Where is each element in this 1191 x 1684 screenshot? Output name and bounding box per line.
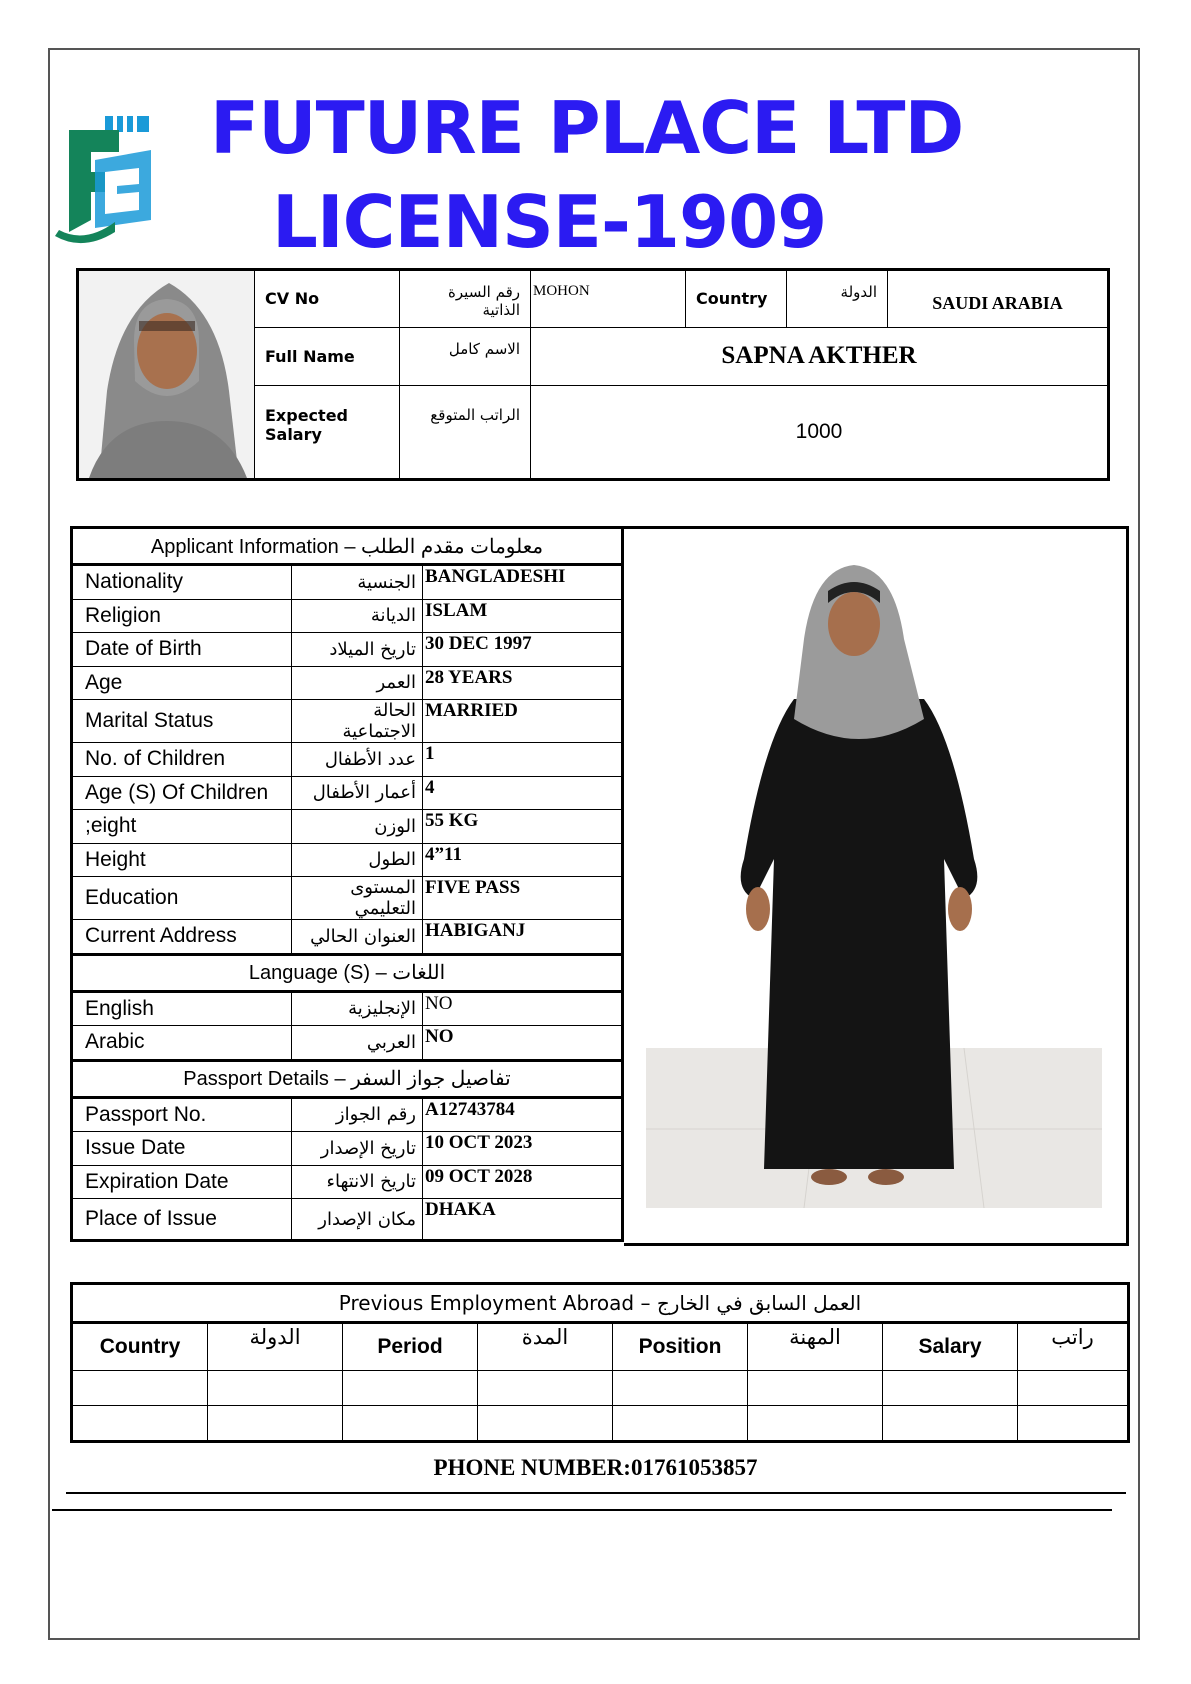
info-row: Place of Issue مكان الإصدار DHAKA [72, 1199, 623, 1241]
divider [52, 1509, 1112, 1511]
full-name-label-ar: الاسم كامل [400, 327, 531, 385]
license-number: LICENSE-1909 [272, 180, 827, 264]
col-period: Period [343, 1323, 478, 1371]
salary-value: 1000 [531, 385, 1109, 479]
col-country-ar: الدولة [208, 1323, 343, 1371]
col-salary-ar: راتب [1018, 1323, 1129, 1371]
info-row: Current Address العنوان الحالي HABIGANJ [72, 920, 623, 955]
info-row: Education المستوى التعليمي FIVE PASS [72, 877, 623, 920]
col-salary: Salary [883, 1323, 1018, 1371]
info-row: Date of Birth تاريخ الميلاد 30 DEC 1997 [72, 633, 623, 667]
country-value: SAUDI ARABIA [888, 270, 1109, 328]
country-label: Country [686, 270, 787, 328]
passport-title: Passport Details – تفاصيل جواز السفر [72, 1060, 623, 1097]
divider [66, 1492, 1126, 1494]
info-row: ;eight الوزن 55 KG [72, 810, 623, 844]
salary-label: Expected Salary [255, 385, 400, 479]
info-row: Age العمر 28 YEARS [72, 666, 623, 700]
info-row: Expiration Date تاريخ الانتهاء 09 OCT 2028 [72, 1165, 623, 1199]
salary-label-ar: الراتب المتوقع [400, 385, 531, 479]
previous-employment-table [70, 1282, 1130, 1443]
col-position: Position [613, 1323, 748, 1371]
col-country: Country [72, 1323, 208, 1371]
info-row: Age (S) Of Children أعمار الأطفال 4 [72, 776, 623, 810]
country-label-ar: الدولة [787, 270, 888, 328]
col-period-ar: المدة [478, 1323, 613, 1371]
cv-summary-table [76, 268, 1110, 481]
cv-no-value: MOHON [531, 270, 686, 328]
company-logo [55, 112, 167, 247]
info-row: Passport No. رقم الجواز A12743784 [72, 1097, 623, 1132]
info-row: English الإنجليزية NO [72, 991, 623, 1026]
table-row [72, 1371, 1129, 1406]
applicant-full-photo [624, 526, 1129, 1246]
full-name-value: SAPNA AKTHER [531, 327, 1109, 385]
applicant-info-title: Applicant Information – معلومات مقدم الطلب [72, 528, 623, 565]
info-row: Arabic العربي NO [72, 1026, 623, 1061]
cv-no-label-ar: رقم السيرة الذاتية [400, 270, 531, 328]
employment-title: Previous Employment Abroad – العمل السابق في الخارج [72, 1284, 1129, 1323]
languages-title: Language (S) – اللغات [72, 954, 623, 991]
table-row [72, 1406, 1129, 1442]
info-row: No. of Children عدد الأطفال 1 [72, 743, 623, 777]
phone-number: PHONE NUMBER:01761053857 [433, 1455, 758, 1480]
cv-no-label: CV No [255, 270, 400, 328]
full-name-label: Full Name [255, 327, 400, 385]
info-row: Height الطول 4”11 [72, 843, 623, 877]
info-row: Religion الديانة ISLAM [72, 599, 623, 633]
company-name: FUTURE PLACE LTD [210, 86, 964, 170]
applicant-headshot [78, 270, 255, 480]
col-position-ar: المهنة [748, 1323, 883, 1371]
info-row: Nationality الجنسية BANGLADESHI [72, 565, 623, 600]
info-row: Marital Status الحالة الاجتماعية MARRIED [72, 700, 623, 743]
info-row: Issue Date تاريخ الإصدار 10 OCT 2023 [72, 1132, 623, 1166]
applicant-info-table [70, 526, 624, 1242]
